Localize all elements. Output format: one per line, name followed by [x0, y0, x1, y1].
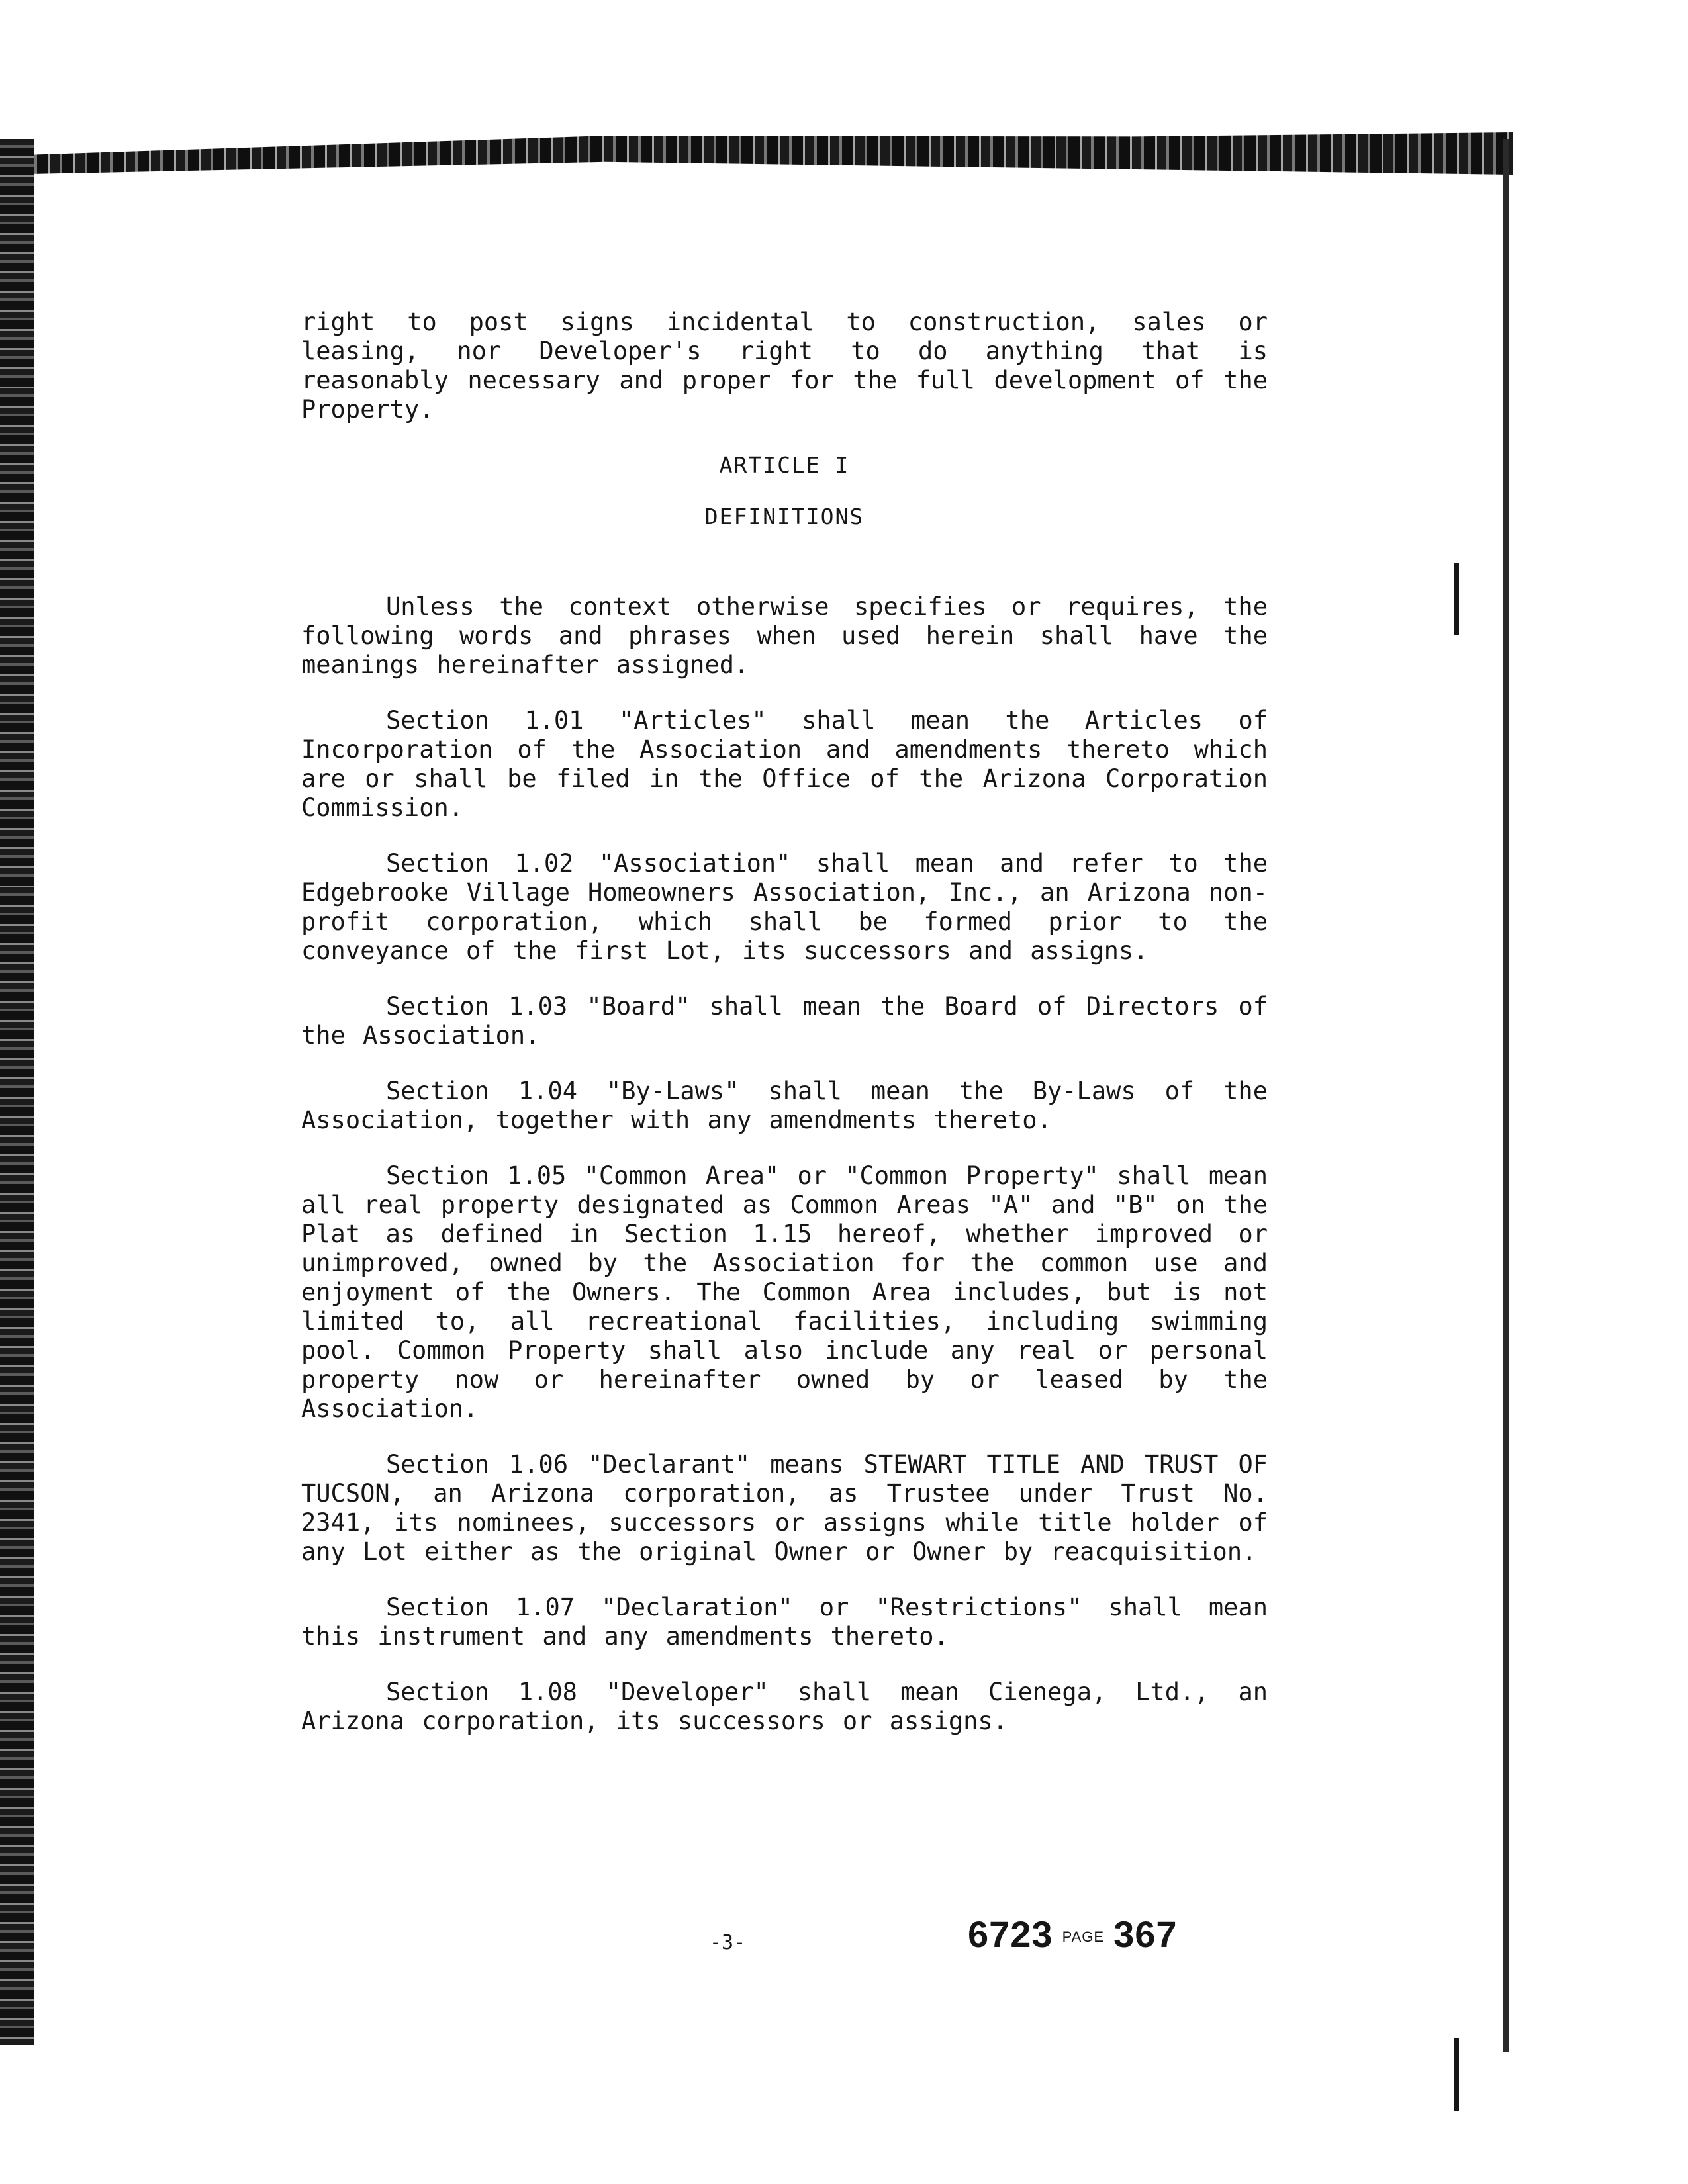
- section-paragraph: [301, 992, 1268, 1050]
- section-text: Section 1.05 "Common Area" or "Common Property" shall mean all real property designated as Common Areas "A" and "B" on the Plat as defined in Section 1.15 hereof, whether improved or unimproved, owned by the Association for the common use and enjoyment of the Owners. The Common Area includes, but is not limited to, all recreational facilities, including swimming pool. Common Property shall also include any real or personal property now or hereinafter owned by or leased by the Association.: [301, 1161, 1268, 1423]
- preamble-text: Unless the context otherwise specifies or requires, the following words and phrases when used herein shall have the meanings hereinafter assigned.: [301, 592, 1268, 679]
- page-label: PAGE: [1062, 1929, 1105, 1946]
- section-paragraph: [301, 1161, 1268, 1424]
- section-paragraph: [301, 706, 1268, 823]
- section-text: Section 1.02 "Association" shall mean and refer to the Edgebrooke Village Homeowners Association, Inc., an Arizona non-profit corporation, which shall be formed prior to the conveyance of the first Lot, its successors and assigns.: [301, 849, 1268, 965]
- recording-stamp: [968, 1913, 1178, 1956]
- section-text: Section 1.08 "Developer" shall mean Cienega, Ltd., an Arizona corporation, its successors or assigns.: [301, 1678, 1268, 1735]
- binding-mark: [1443, 2038, 1470, 2111]
- article-title: DEFINITIONS: [704, 504, 865, 529]
- section-text: Section 1.06 "Declarant" means STEWART TITLE AND TRUST OF TUCSON, an Arizona corporation, as Trustee under Trust No. 2341, its nominees, successors or assigns while title holder of any Lot either as the original Owner or Owner by reacquisition.: [301, 1450, 1268, 1566]
- section-text: Section 1.07 "Declaration" or "Restrictions" shall mean this instrument and any amendments thereto.: [301, 1593, 1268, 1651]
- recorded-page-number: 367: [1113, 1913, 1178, 1955]
- section-paragraph: [301, 1450, 1268, 1567]
- binding-mark: [1443, 563, 1470, 635]
- section-text: Section 1.01 "Articles" shall mean the Articles of Incorporation of the Association and amendments thereto which are or shall be filed in the Office of the Arizona Corporation Commission.: [301, 706, 1268, 822]
- document-body: [301, 308, 1268, 1762]
- section-paragraph: [301, 1678, 1268, 1736]
- docket-number: 6723: [968, 1913, 1053, 1955]
- section-text: Section 1.04 "By-Laws" shall mean the By-Laws of the Association, together with any amendments thereto.: [301, 1077, 1268, 1134]
- section-paragraph: [301, 1077, 1268, 1135]
- scan-edge-left: [0, 139, 34, 2045]
- preamble-paragraph: [301, 592, 1268, 680]
- section-paragraph: [301, 849, 1268, 966]
- scan-edge-top: [0, 132, 1513, 175]
- scan-edge-right: [1503, 139, 1509, 2052]
- intro-paragraph: right to post signs incidental to construction, sales or leasing, nor Developer's right to do anything that is reasonably necessary and proper for the full development of the Property.: [301, 308, 1268, 424]
- section-paragraph: [301, 1593, 1268, 1651]
- page-number: -3-: [710, 1931, 746, 1954]
- article-number: ARTICLE I: [719, 452, 850, 478]
- section-text: Section 1.03 "Board" shall mean the Board of Directors of the Association.: [301, 992, 1268, 1050]
